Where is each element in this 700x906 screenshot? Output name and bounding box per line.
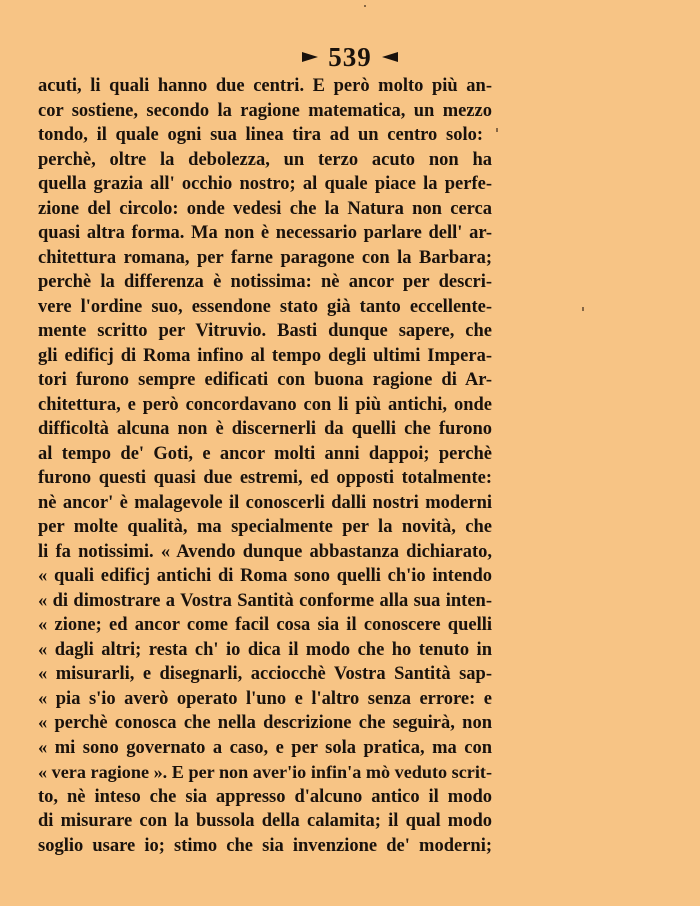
text-line: nè ancor' è malagevole il conoscerli dalli nostri moderni — [38, 492, 492, 513]
text-line: tondo, il quale ogni sua linea tira ad un centro solo: — [38, 125, 483, 145]
right-pointing-ornament-icon — [302, 52, 318, 62]
text-line: « dagli altri; resta ch' io dica il modo che ho tenuto in — [38, 639, 492, 660]
text-line: al tempo de' Goti, e ancor molti anni dappoi; perchè — [38, 443, 492, 464]
page-header — [0, 40, 700, 74]
text-line: zione del circolo: onde vedesi che la Natura non cerca — [38, 198, 492, 219]
text-line: « perchè conosca che nella descrizione che seguirà, non — [38, 713, 492, 733]
text-line: « misurarli, e disegnarli, acciocchè Vostra Santità sap- — [38, 664, 492, 684]
text-line: « vera ragione ». E per non aver'io infin'a mò veduto scrit- — [38, 762, 492, 782]
page-number: 539 — [328, 41, 372, 72]
text-line: to, nè inteso che sia appresso d'alcuno antico il modo — [38, 786, 492, 807]
text-line: cor sostiene, secondo la ragione matematica, un mezzo — [38, 100, 492, 121]
ink-speck — [582, 307, 584, 311]
text-line: furono questi quasi due estremi, ed opposti totalmente: — [38, 468, 492, 488]
text-line: « quali edificj antichi di Roma sono quelli ch'io intendo — [38, 566, 492, 586]
text-line: gli edificj di Roma infino al tempo degli ultimi Impera- — [38, 345, 492, 366]
text-line: per molte qualità, ma specialmente per la novità, che — [38, 517, 492, 537]
text-line: « di dimostrare a Vostra Santità conforme alla sua inten- — [38, 590, 492, 611]
text-line: quella grazia all' occhio nostro; al quale piace la perfe- — [38, 174, 492, 194]
text-line: « pia s'io averò operato l'uno e l'altro senza errore: e — [38, 688, 492, 709]
ink-speck — [496, 128, 498, 132]
text-line: difficoltà alcuna non è discernerli da quelli che furono — [38, 419, 492, 439]
text-line: quasi altra forma. Ma non è necessario parlare dell' ar- — [38, 223, 492, 243]
text-line: chitettura romana, per farne paragone con la Barbara; — [38, 247, 492, 268]
text-line: perchè la differenza è notissima: nè ancor per descri- — [38, 272, 492, 292]
text-line: li fa notissimi. « Avendo dunque abbastanza dichiarato, — [38, 541, 492, 562]
text-line: « mi sono governato a caso, e per sola pratica, ma con — [38, 737, 492, 758]
text-line: tori furono sempre edificati con buona ragione di Ar- — [38, 370, 492, 390]
text-line: perchè, oltre la debolezza, un terzo acuto non ha — [38, 149, 492, 170]
text-line: vere l'ordine suo, essendone stato già tanto eccellente- — [38, 296, 492, 317]
text-line: soglio usare io; stimo che sia invenzione de' moderni; — [38, 835, 492, 856]
left-pointing-ornament-icon — [382, 52, 398, 62]
text-line: chitettura, e però concordavano con li più antichi, onde — [38, 394, 492, 415]
body-text — [38, 74, 492, 858]
text-line: mente scritto per Vitruvio. Basti dunque sapere, che — [38, 321, 492, 341]
text-line: « zione; ed ancor come facil cosa sia il conoscere quelli — [38, 615, 492, 635]
text-line: di misurare con la bussola della calamita; il qual modo — [38, 811, 492, 831]
text-line: acuti, li quali hanno due centri. E però molto più an- — [38, 76, 492, 96]
ink-speck — [364, 5, 366, 7]
